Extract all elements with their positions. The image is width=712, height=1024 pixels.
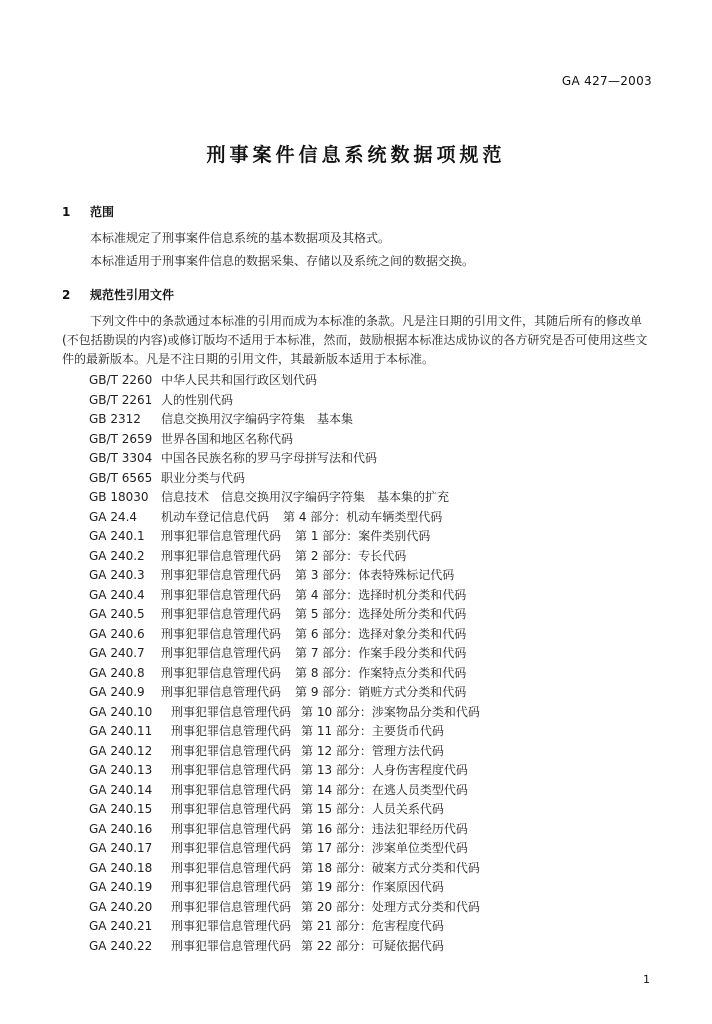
reference-code: GA 240.11 bbox=[89, 724, 153, 738]
reference-title: 刑事犯罪信息管理代码 bbox=[171, 938, 292, 953]
reference-item bbox=[89, 625, 480, 645]
reference-title: 人的性别代码 bbox=[161, 392, 234, 407]
reference-part: 第 12 部分：管理方法代码 bbox=[301, 743, 444, 758]
reference-title: 刑事犯罪信息管理代码 bbox=[171, 782, 292, 797]
section-1-body bbox=[62, 229, 652, 271]
reference-title: 刑事犯罪信息管理代码 bbox=[161, 587, 282, 602]
reference-title: 刑事犯罪信息管理代码 bbox=[171, 763, 292, 777]
reference-part: 第 15 部分：人员关系代码 bbox=[301, 802, 444, 816]
reference-item bbox=[89, 430, 480, 450]
reference-part: 第 16 部分：违法犯罪经历代码 bbox=[301, 821, 468, 836]
reference-title: 机动车登记信息代码 bbox=[161, 509, 270, 524]
reference-code: GB/T 3304 bbox=[89, 451, 153, 465]
reference-code: GB/T 2260 bbox=[89, 373, 153, 387]
reference-code: GA 240.1 bbox=[89, 529, 145, 543]
reference-part: 第 22 部分：可疑依据代码 bbox=[301, 938, 444, 953]
reference-item bbox=[89, 586, 480, 606]
reference-code: GA 240.7 bbox=[89, 646, 145, 660]
reference-title: 刑事犯罪信息管理代码 bbox=[171, 802, 292, 816]
reference-item bbox=[89, 839, 480, 859]
reference-part: 第 19 部分：作案原因代码 bbox=[301, 880, 444, 894]
reference-part: 第 6 部分：选择对象分类和代码 bbox=[295, 626, 467, 641]
reference-title: 刑事犯罪信息管理代码 bbox=[171, 919, 292, 933]
reference-part: 第 5 部分：选择处所分类和代码 bbox=[295, 607, 467, 621]
reference-code: GA 240.18 bbox=[89, 860, 153, 875]
reference-code: GB/T 2659 bbox=[89, 431, 153, 446]
reference-part: 第 4 部分：机动车辆类型代码 bbox=[283, 509, 443, 524]
reference-title: 刑事犯罪信息管理代码 bbox=[161, 568, 282, 582]
section-2-heading bbox=[62, 286, 174, 303]
reference-item bbox=[89, 937, 480, 957]
reference-code: GA 240.6 bbox=[89, 626, 145, 641]
reference-part: 第 1 部分：案件类别代码 bbox=[295, 529, 431, 543]
document-title: 刑事案件信息系统数据项规范 bbox=[206, 144, 506, 166]
reference-part: 第 10 部分：涉案物品分类和代码 bbox=[301, 704, 480, 719]
reference-title: 信息技术 信息交换用汉字编码字符集 基本集的扩充 bbox=[161, 490, 450, 504]
reference-title: 刑事犯罪信息管理代码 bbox=[171, 899, 292, 914]
reference-item bbox=[89, 547, 480, 567]
reference-code: GA 240.22 bbox=[89, 938, 153, 953]
section-2-intro: 下列文件中的条款通过本标准的引用而成为本标准的条款。凡是注日期的引用文件，其随后所有的修改单(不包括勘误的内容)或修订版均不适用于本标准，然而，鼓励根据本标准达成协议的各方研究是否可使用这些文件的最新版本。凡是不注日期的引用文件，其最新版本适用于本标准。 bbox=[62, 314, 648, 366]
reference-item bbox=[89, 410, 480, 430]
reference-item bbox=[89, 644, 480, 664]
reference-code: GA 240.13 bbox=[89, 763, 153, 777]
reference-title: 刑事犯罪信息管理代码 bbox=[161, 626, 282, 641]
reference-item bbox=[89, 722, 480, 742]
reference-part: 第 3 部分：体表特殊标记代码 bbox=[295, 568, 455, 582]
reference-title: 刑事犯罪信息管理代码 bbox=[161, 646, 282, 660]
reference-title: 刑事犯罪信息管理代码 bbox=[171, 724, 292, 738]
page-number: 1 bbox=[643, 973, 650, 986]
reference-part: 第 2 部分：专长代码 bbox=[295, 548, 407, 563]
reference-item bbox=[89, 391, 480, 411]
reference-item bbox=[89, 898, 480, 918]
reference-title: 刑事犯罪信息管理代码 bbox=[161, 607, 282, 621]
reference-code: GB 2312 bbox=[89, 412, 141, 426]
reference-part: 第 18 部分：破案方式分类和代码 bbox=[301, 860, 480, 875]
reference-part: 第 17 部分：涉案单位类型代码 bbox=[301, 841, 468, 855]
reference-item bbox=[89, 449, 480, 469]
standard-number: GA 427—2003 bbox=[561, 74, 652, 88]
reference-item bbox=[89, 508, 480, 528]
reference-title: 刑事犯罪信息管理代码 bbox=[161, 665, 282, 680]
reference-title: 中华人民共和国行政区划代码 bbox=[161, 373, 318, 387]
reference-item bbox=[89, 469, 480, 489]
section-number: 1 bbox=[62, 205, 71, 219]
reference-code: GA 240.2 bbox=[89, 548, 145, 563]
reference-list bbox=[89, 371, 480, 956]
reference-item bbox=[89, 527, 480, 547]
reference-title: 职业分类与代码 bbox=[161, 470, 246, 485]
reference-item bbox=[89, 605, 480, 625]
reference-item bbox=[89, 820, 480, 840]
section-1-heading bbox=[62, 203, 114, 220]
reference-item bbox=[89, 878, 480, 898]
reference-part: 第 7 部分：作案手段分类和代码 bbox=[295, 646, 467, 660]
reference-title: 刑事犯罪信息管理代码 bbox=[171, 860, 292, 875]
reference-code: GA 240.10 bbox=[89, 704, 153, 719]
reference-code: GA 240.5 bbox=[89, 607, 145, 621]
reference-code: GA 24.4 bbox=[89, 509, 138, 524]
reference-item bbox=[89, 917, 480, 937]
reference-item bbox=[89, 488, 480, 508]
reference-code: GA 240.3 bbox=[89, 568, 145, 582]
paragraph: 本标准规定了刑事案件信息系统的基本数据项及其格式。 bbox=[90, 231, 391, 245]
reference-title: 刑事犯罪信息管理代码 bbox=[161, 529, 282, 543]
reference-part: 第 14 部分：在逃人员类型代码 bbox=[301, 782, 468, 797]
reference-item bbox=[89, 683, 480, 703]
reference-item bbox=[89, 761, 480, 781]
reference-item bbox=[89, 703, 480, 723]
reference-code: GA 240.19 bbox=[89, 880, 153, 894]
reference-code: GA 240.21 bbox=[89, 919, 153, 933]
reference-part: 第 13 部分：人身伤害程度代码 bbox=[301, 763, 468, 777]
reference-title: 刑事犯罪信息管理代码 bbox=[171, 841, 292, 855]
reference-code: GA 240.17 bbox=[89, 841, 153, 855]
reference-title: 世界各国和地区名称代码 bbox=[161, 431, 294, 446]
reference-item bbox=[89, 800, 480, 820]
reference-part: 第 9 部分：销赃方式分类和代码 bbox=[295, 685, 467, 699]
reference-part: 第 11 部分：主要货币代码 bbox=[301, 724, 444, 738]
reference-code: GA 240.8 bbox=[89, 665, 145, 680]
reference-item bbox=[89, 859, 480, 879]
reference-code: GA 240.20 bbox=[89, 899, 153, 914]
reference-title: 刑事犯罪信息管理代码 bbox=[171, 880, 292, 894]
reference-code: GA 240.9 bbox=[89, 685, 145, 699]
reference-title: 刑事犯罪信息管理代码 bbox=[171, 821, 292, 836]
reference-item bbox=[89, 664, 480, 684]
paragraph: 本标准适用于刑事案件信息的数据采集、存储以及系统之间的数据交换。 bbox=[90, 254, 475, 268]
reference-code: GA 240.12 bbox=[89, 743, 153, 758]
reference-title: 刑事犯罪信息管理代码 bbox=[161, 548, 282, 563]
reference-item bbox=[89, 566, 480, 586]
reference-code: GA 240.4 bbox=[89, 587, 145, 602]
reference-code: GA 240.14 bbox=[89, 782, 153, 797]
reference-part: 第 4 部分：选择时机分类和代码 bbox=[295, 587, 467, 602]
reference-title: 刑事犯罪信息管理代码 bbox=[161, 685, 282, 699]
reference-item bbox=[89, 742, 480, 762]
reference-title: 信息交换用汉字编码字符集 基本集 bbox=[161, 412, 354, 426]
reference-part: 第 21 部分：危害程度代码 bbox=[301, 919, 444, 933]
reference-item bbox=[89, 371, 480, 391]
reference-code: GB/T 2261 bbox=[89, 392, 153, 407]
section-title: 范围 bbox=[90, 205, 115, 219]
reference-code: GA 240.15 bbox=[89, 802, 153, 816]
reference-item bbox=[89, 781, 480, 801]
reference-part: 第 20 部分：处理方式分类和代码 bbox=[301, 899, 480, 914]
section-number: 2 bbox=[62, 288, 71, 302]
reference-title: 中国各民族名称的罗马字母拼写法和代码 bbox=[161, 451, 378, 465]
reference-title: 刑事犯罪信息管理代码 bbox=[171, 704, 292, 719]
reference-code: GA 240.16 bbox=[89, 821, 153, 836]
reference-code: GB/T 6565 bbox=[89, 470, 153, 485]
reference-part: 第 8 部分：作案特点分类和代码 bbox=[295, 665, 467, 680]
reference-code: GB 18030 bbox=[89, 490, 149, 504]
section-title: 规范性引用文件 bbox=[90, 288, 175, 302]
reference-title: 刑事犯罪信息管理代码 bbox=[171, 743, 292, 758]
